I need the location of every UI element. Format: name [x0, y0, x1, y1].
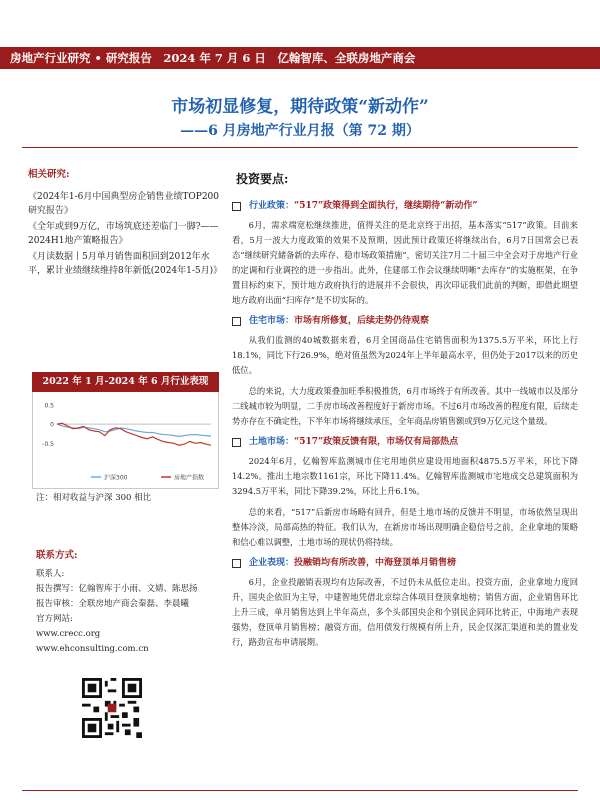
chart-heading: 2022 年 1 月-2024 年 6 月行业表现 [32, 372, 219, 392]
divider-top [22, 147, 578, 148]
divider-bottom [22, 790, 578, 791]
qr-code-icon [82, 678, 142, 738]
legend-label: 沪深300 [104, 474, 128, 482]
bullet-square-icon [232, 438, 241, 447]
chart-note: 注：相对收益与沪深 300 相比 [36, 493, 152, 503]
website-link[interactable]: www.ehconsulting.com.cn [36, 644, 149, 654]
section-key: 土地市场： [249, 437, 295, 447]
related-research [28, 168, 223, 280]
header-banner-text: 房地产行业研究 • 研究报告 2024 年 7 月 6 日 亿翰智库、全联房地产商会 [10, 51, 416, 65]
section-key: 企业表现： [249, 558, 295, 568]
section-title: “517”政策得到全面执行，继续期待“新动作” [294, 201, 478, 211]
section-paragraph: 总的来说，大力度政策叠加旺季积极推货，6月市场终于有所改善。其中一线城市以及部分二线城市较为明显，二手房市场改善程度好于新房市场。不过6月市场改善的程度有限，后续走势亦存在不确定性，下半年市场将继续承压，全年商品房销售额或到9万亿元这个量级。 [232, 386, 578, 426]
contact-line: 官方网站: [36, 614, 73, 624]
report-subtitle: ——6 月房地产行业月报（第 72 期） [180, 123, 420, 139]
bullet-square-icon [232, 202, 241, 211]
section-paragraph: 6月，企业投融销表现均有边际改善，不过仍未从低位走出。投资方面，企业拿地力度回升，国央企依旧为主导，中建智地凭借北京综合体项目登顶拿地榜；销售方面，企业销售环比上升三成，单月销售达到上半年高点，多个头部国央企和个别民企同环比转正，中海地产表现强势，登顶单月销售榜；融资方面，信用债发行规模有所上升，民企仅深汇渠道和美的置业发行，路劲宣布申请展期。 [232, 577, 578, 647]
section-title: “517”政策反馈有限，市场仅有局部热点 [294, 437, 459, 447]
y-tick-label: 0.5 [44, 402, 54, 410]
y-tick-label: 0 [50, 421, 54, 429]
section-header-land [232, 435, 578, 450]
report-title: 市场初显修复，期待政策“新动作” [171, 97, 429, 117]
contact-line: 联系人: [36, 569, 65, 579]
section-title: 投融销均有所改善，中海登顶单月销售榜 [294, 558, 457, 568]
related-item[interactable]: 《2024年1-6月中国典型房企销售业绩TOP200研究报告》 [28, 192, 220, 216]
section-header-housing [232, 314, 578, 329]
y-tick-label: -0.5 [42, 440, 54, 448]
section-header-enterprise [232, 556, 578, 571]
website-link[interactable]: www.crecc.org [36, 629, 101, 639]
contact-line: 报告撰写：亿翰智库于小雨、文婧、陈思扬 [36, 584, 198, 594]
section-paragraph: 6月，需求端宽松继续推进，值得关注的是北京终于出招，基本落实“517”政策。目前来看，5月一波大力度政策的效果不及预期，因此预计政策还将继续出台，6月7日国常会已表态“继续研究储备新的去库存、稳市场政策措施”，密切关注7月二十届三中全会对于房地产行业的定调和行业调控的进一步指出。此外，住建部工作会议继续明晰“去库存”的实施框架，在争置目标约束下，预计地方政府执行的进展并不会很快，再次印证我们此前的判断，即借此期望地方政府出面“扫库存”是不切实际的。 [232, 220, 578, 305]
related-item[interactable]: 《月读数据丨5月单月销售面积回到2012年水平，累计业绩继续维持8年新低(2024年1-5月)》 [28, 252, 223, 276]
bullet-square-icon [232, 559, 241, 568]
legend-label: 房地产指数 [174, 474, 205, 482]
section-paragraph: 2024年6月，亿翰智库监测城市住宅用地供应建设用地面积4875.5万平米，环比下降14.2%。推出土地宗数1161宗，环比下降11.4%。亿翰智库监测城市宅地成交总建筑面积为3294.5万平米，同比下降39.2%，环比上升6.1%。 [232, 456, 578, 496]
highlights-heading: 投资要点: [236, 172, 289, 186]
related-heading: 相关研究: [28, 169, 70, 180]
contact-heading: 联系方式: [36, 550, 78, 561]
bullet-square-icon [232, 317, 241, 326]
section-key: 住宅市场： [249, 316, 295, 326]
section-title: 市场有所修复，后续走势仍待观察 [294, 316, 430, 326]
contact-info [36, 548, 221, 657]
section-key: 行业政策： [249, 201, 295, 211]
investment-highlights [232, 172, 578, 656]
related-item[interactable]: 《全年或到9万亿，市场筑底还差临门一脚?——2024H1地产策略报告》 [28, 222, 219, 246]
section-header-policy [232, 199, 578, 214]
section-paragraph: 总的来看，“517”后新房市场略有回升，但是土地市场的反馈并不明显，市场依然呈现出整体冷淡，局部高热的特征。我们认为，在新房市场出现明确企稳信号之前，企业拿地的策略和信心难以调整，土地市场的现状仍将持续。 [232, 507, 578, 547]
series-line-1 [57, 423, 211, 445]
contact-line: 报告审核：全联房地产商会秦磊、李晨曦 [36, 599, 190, 609]
section-paragraph: 从我们监测的40城数据来看，6月全国商品住宅销售面积为1375.5万平米，环比上行18.1%，同比下行26.9%，绝对值虽然为2024年上半年最高水平，但仍处于2017以来的历史低位。 [232, 335, 578, 375]
header-banner [0, 47, 600, 69]
